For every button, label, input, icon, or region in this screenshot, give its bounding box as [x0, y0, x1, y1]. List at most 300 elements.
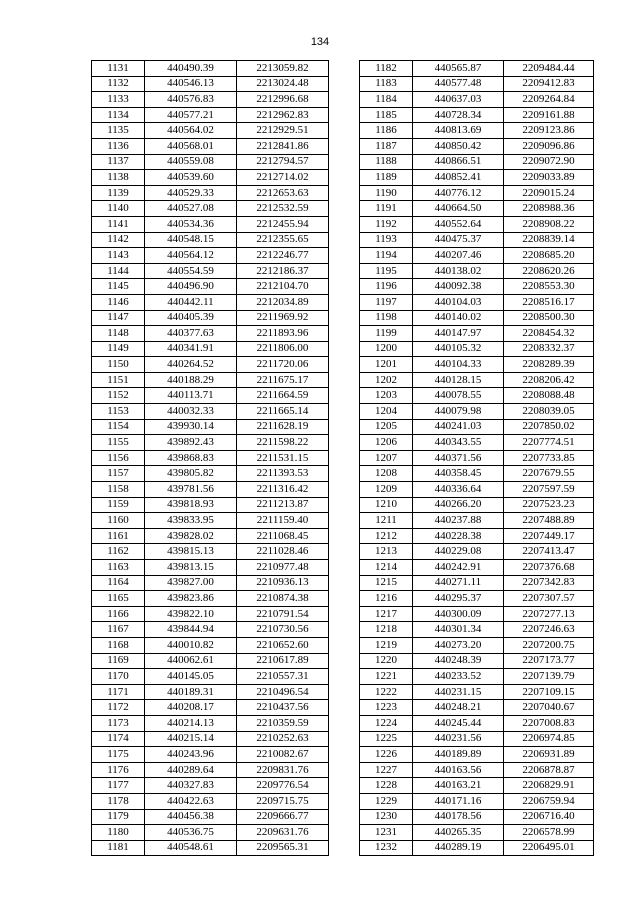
table-row — [360, 606, 594, 622]
x-coordinate-cell: 440289.19 — [413, 840, 504, 856]
x-coordinate-cell: 440079.98 — [413, 404, 504, 420]
y-coordinate-cell: 2208332.37 — [504, 341, 594, 357]
table-row — [360, 653, 594, 669]
table-row — [92, 497, 329, 513]
x-coordinate-cell: 440245.44 — [413, 715, 504, 731]
point-number-cell: 1165 — [92, 591, 145, 607]
x-coordinate-cell: 440140.02 — [413, 310, 504, 326]
table-row — [92, 216, 329, 232]
x-coordinate-cell: 440178.56 — [413, 809, 504, 825]
x-coordinate-cell: 440062.61 — [145, 653, 237, 669]
x-coordinate-cell: 440576.83 — [145, 92, 237, 108]
table-row — [360, 326, 594, 342]
y-coordinate-cell: 2208553.30 — [504, 279, 594, 295]
table-row — [360, 310, 594, 326]
y-coordinate-cell: 2210977.48 — [237, 560, 329, 576]
point-number-cell: 1170 — [92, 669, 145, 685]
y-coordinate-cell: 2207109.15 — [504, 684, 594, 700]
y-coordinate-cell: 2208289.39 — [504, 357, 594, 373]
table-row — [92, 185, 329, 201]
x-coordinate-cell: 440852.41 — [413, 170, 504, 186]
y-coordinate-cell: 2207173.77 — [504, 653, 594, 669]
x-coordinate-cell: 440343.55 — [413, 435, 504, 451]
point-number-cell: 1182 — [360, 61, 413, 77]
point-number-cell: 1159 — [92, 497, 145, 513]
x-coordinate-cell: 440554.59 — [145, 263, 237, 279]
point-number-cell: 1191 — [360, 201, 413, 217]
point-number-cell: 1184 — [360, 92, 413, 108]
table-row — [360, 263, 594, 279]
y-coordinate-cell: 2212186.37 — [237, 263, 329, 279]
point-number-cell: 1153 — [92, 404, 145, 420]
point-number-cell: 1189 — [360, 170, 413, 186]
point-number-cell: 1220 — [360, 653, 413, 669]
x-coordinate-cell: 440405.39 — [145, 310, 237, 326]
point-number-cell: 1155 — [92, 435, 145, 451]
point-number-cell: 1143 — [92, 248, 145, 264]
table-row — [92, 170, 329, 186]
y-coordinate-cell: 2208988.36 — [504, 201, 594, 217]
y-coordinate-cell: 2206878.87 — [504, 762, 594, 778]
x-coordinate-cell: 440475.37 — [413, 232, 504, 248]
y-coordinate-cell: 2209565.31 — [237, 840, 329, 856]
point-number-cell: 1194 — [360, 248, 413, 264]
point-number-cell: 1190 — [360, 185, 413, 201]
point-number-cell: 1154 — [92, 419, 145, 435]
point-number-cell: 1179 — [92, 809, 145, 825]
x-coordinate-cell: 440264.52 — [145, 357, 237, 373]
x-coordinate-cell: 440552.64 — [413, 216, 504, 232]
y-coordinate-cell: 2210252.63 — [237, 731, 329, 747]
point-number-cell: 1172 — [92, 700, 145, 716]
table-row — [360, 466, 594, 482]
y-coordinate-cell: 2209484.44 — [504, 61, 594, 77]
x-coordinate-cell: 440546.13 — [145, 76, 237, 92]
x-coordinate-cell: 440728.34 — [413, 107, 504, 123]
point-number-cell: 1212 — [360, 528, 413, 544]
table-row — [92, 544, 329, 560]
x-coordinate-cell: 440529.33 — [145, 185, 237, 201]
x-coordinate-cell: 440358.45 — [413, 466, 504, 482]
y-coordinate-cell: 2211393.53 — [237, 466, 329, 482]
y-coordinate-cell: 2212714.02 — [237, 170, 329, 186]
table-row — [92, 715, 329, 731]
y-coordinate-cell: 2210082.67 — [237, 747, 329, 763]
x-coordinate-cell: 439818.93 — [145, 497, 237, 513]
x-coordinate-cell: 440248.21 — [413, 700, 504, 716]
x-coordinate-cell: 440539.60 — [145, 170, 237, 186]
table-row — [360, 622, 594, 638]
y-coordinate-cell: 2212246.77 — [237, 248, 329, 264]
table-row — [360, 419, 594, 435]
y-coordinate-cell: 2207733.85 — [504, 450, 594, 466]
x-coordinate-cell: 439892.43 — [145, 435, 237, 451]
x-coordinate-cell: 440248.39 — [413, 653, 504, 669]
table-row — [360, 435, 594, 451]
table-row — [360, 216, 594, 232]
x-coordinate-cell: 440568.01 — [145, 138, 237, 154]
table-row — [92, 747, 329, 763]
x-coordinate-cell: 440548.15 — [145, 232, 237, 248]
table-row — [92, 248, 329, 264]
table-row — [92, 560, 329, 576]
x-coordinate-cell: 440078.55 — [413, 388, 504, 404]
point-number-cell: 1216 — [360, 591, 413, 607]
point-number-cell: 1171 — [92, 684, 145, 700]
table-row — [360, 747, 594, 763]
point-number-cell: 1135 — [92, 123, 145, 139]
y-coordinate-cell: 2206974.85 — [504, 731, 594, 747]
x-coordinate-cell: 440105.32 — [413, 341, 504, 357]
y-coordinate-cell: 2206716.40 — [504, 809, 594, 825]
point-number-cell: 1137 — [92, 154, 145, 170]
point-number-cell: 1197 — [360, 294, 413, 310]
table-row — [92, 700, 329, 716]
y-coordinate-cell: 2207342.83 — [504, 575, 594, 591]
point-number-cell: 1183 — [360, 76, 413, 92]
x-coordinate-cell: 440242.91 — [413, 560, 504, 576]
y-coordinate-cell: 2207246.63 — [504, 622, 594, 638]
y-coordinate-cell: 2208908.22 — [504, 216, 594, 232]
table-row — [92, 388, 329, 404]
table-row — [92, 450, 329, 466]
point-number-cell: 1160 — [92, 513, 145, 529]
point-number-cell: 1151 — [92, 372, 145, 388]
x-coordinate-cell: 439805.82 — [145, 466, 237, 482]
point-number-cell: 1228 — [360, 778, 413, 794]
x-coordinate-cell: 440266.20 — [413, 497, 504, 513]
x-coordinate-cell: 440092.38 — [413, 279, 504, 295]
y-coordinate-cell: 2206495.01 — [504, 840, 594, 856]
x-coordinate-cell: 440128.15 — [413, 372, 504, 388]
x-coordinate-cell: 440776.12 — [413, 185, 504, 201]
x-coordinate-cell: 439822.10 — [145, 606, 237, 622]
point-number-cell: 1164 — [92, 575, 145, 591]
table-row — [92, 76, 329, 92]
table-row — [92, 653, 329, 669]
y-coordinate-cell: 2212929.51 — [237, 123, 329, 139]
y-coordinate-cell: 2210730.56 — [237, 622, 329, 638]
table-row — [92, 825, 329, 841]
x-coordinate-cell: 440271.11 — [413, 575, 504, 591]
y-coordinate-cell: 2208088.48 — [504, 388, 594, 404]
x-coordinate-cell: 440371.56 — [413, 450, 504, 466]
table-row — [360, 357, 594, 373]
x-coordinate-cell: 439813.15 — [145, 560, 237, 576]
y-coordinate-cell: 2207774.51 — [504, 435, 594, 451]
x-coordinate-cell: 439828.02 — [145, 528, 237, 544]
table-row — [360, 544, 594, 560]
y-coordinate-cell: 2209096.86 — [504, 138, 594, 154]
page-number: 134 — [310, 36, 330, 48]
x-coordinate-cell: 440138.02 — [413, 263, 504, 279]
x-coordinate-cell: 440208.17 — [145, 700, 237, 716]
x-coordinate-cell: 440188.29 — [145, 372, 237, 388]
y-coordinate-cell: 2213024.48 — [237, 76, 329, 92]
table-row — [360, 684, 594, 700]
table-row — [360, 637, 594, 653]
table-row — [92, 61, 329, 77]
table-row — [92, 357, 329, 373]
table-row — [92, 232, 329, 248]
table-row — [360, 232, 594, 248]
y-coordinate-cell: 2208685.20 — [504, 248, 594, 264]
table-row — [360, 482, 594, 498]
table-row — [92, 419, 329, 435]
point-number-cell: 1202 — [360, 372, 413, 388]
point-number-cell: 1138 — [92, 170, 145, 186]
table-row — [360, 76, 594, 92]
x-coordinate-cell: 440163.56 — [413, 762, 504, 778]
x-coordinate-cell: 440273.20 — [413, 637, 504, 653]
x-coordinate-cell: 440456.38 — [145, 809, 237, 825]
x-coordinate-cell: 440813.69 — [413, 123, 504, 139]
table-row — [360, 450, 594, 466]
point-number-cell: 1218 — [360, 622, 413, 638]
y-coordinate-cell: 2206931.89 — [504, 747, 594, 763]
table-row — [360, 560, 594, 576]
table-row — [360, 107, 594, 123]
x-coordinate-cell: 440231.56 — [413, 731, 504, 747]
y-coordinate-cell: 2209776.54 — [237, 778, 329, 794]
table-row — [92, 154, 329, 170]
table-row — [360, 513, 594, 529]
point-number-cell: 1196 — [360, 279, 413, 295]
table-row — [92, 637, 329, 653]
coordinates-table-left — [91, 60, 329, 856]
x-coordinate-cell: 440336.64 — [413, 482, 504, 498]
table-row — [92, 622, 329, 638]
x-coordinate-cell: 440341.91 — [145, 341, 237, 357]
table-row — [92, 669, 329, 685]
table-row — [92, 279, 329, 295]
table-row — [360, 809, 594, 825]
point-number-cell: 1217 — [360, 606, 413, 622]
y-coordinate-cell: 2211159.40 — [237, 513, 329, 529]
point-number-cell: 1152 — [92, 388, 145, 404]
table-row — [360, 170, 594, 186]
point-number-cell: 1180 — [92, 825, 145, 841]
y-coordinate-cell: 2212841.86 — [237, 138, 329, 154]
point-number-cell: 1147 — [92, 310, 145, 326]
x-coordinate-cell: 440377.63 — [145, 326, 237, 342]
table-row — [360, 700, 594, 716]
x-coordinate-cell: 440300.09 — [413, 606, 504, 622]
x-coordinate-cell: 440565.87 — [413, 61, 504, 77]
y-coordinate-cell: 2208500.30 — [504, 310, 594, 326]
y-coordinate-cell: 2207488.89 — [504, 513, 594, 529]
x-coordinate-cell: 440214.13 — [145, 715, 237, 731]
x-coordinate-cell: 439823.86 — [145, 591, 237, 607]
table-row — [92, 107, 329, 123]
y-coordinate-cell: 2211531.15 — [237, 450, 329, 466]
point-number-cell: 1169 — [92, 653, 145, 669]
table-row — [92, 92, 329, 108]
y-coordinate-cell: 2208516.17 — [504, 294, 594, 310]
y-coordinate-cell: 2212794.57 — [237, 154, 329, 170]
table-row — [92, 294, 329, 310]
point-number-cell: 1149 — [92, 341, 145, 357]
x-coordinate-cell: 440637.03 — [413, 92, 504, 108]
table-row — [360, 528, 594, 544]
y-coordinate-cell: 2210652.60 — [237, 637, 329, 653]
y-coordinate-cell: 2212532.59 — [237, 201, 329, 217]
y-coordinate-cell: 2211598.22 — [237, 435, 329, 451]
point-number-cell: 1140 — [92, 201, 145, 217]
point-number-cell: 1213 — [360, 544, 413, 560]
point-number-cell: 1150 — [92, 357, 145, 373]
x-coordinate-cell: 440534.36 — [145, 216, 237, 232]
x-coordinate-cell: 440163.21 — [413, 778, 504, 794]
x-coordinate-cell: 440147.97 — [413, 326, 504, 342]
table-row — [92, 528, 329, 544]
x-coordinate-cell: 440301.34 — [413, 622, 504, 638]
x-coordinate-cell: 440237.88 — [413, 513, 504, 529]
x-coordinate-cell: 440496.90 — [145, 279, 237, 295]
y-coordinate-cell: 2208620.26 — [504, 263, 594, 279]
point-number-cell: 1156 — [92, 450, 145, 466]
y-coordinate-cell: 2210791.54 — [237, 606, 329, 622]
x-coordinate-cell: 440295.37 — [413, 591, 504, 607]
x-coordinate-cell: 440564.02 — [145, 123, 237, 139]
point-number-cell: 1162 — [92, 544, 145, 560]
table-row — [92, 466, 329, 482]
point-number-cell: 1222 — [360, 684, 413, 700]
x-coordinate-cell: 439833.95 — [145, 513, 237, 529]
x-coordinate-cell: 440527.08 — [145, 201, 237, 217]
y-coordinate-cell: 2212996.68 — [237, 92, 329, 108]
y-coordinate-cell: 2209161.88 — [504, 107, 594, 123]
point-number-cell: 1206 — [360, 435, 413, 451]
y-coordinate-cell: 2207597.59 — [504, 482, 594, 498]
y-coordinate-cell: 2209072.90 — [504, 154, 594, 170]
x-coordinate-cell: 440422.63 — [145, 793, 237, 809]
x-coordinate-cell: 440559.08 — [145, 154, 237, 170]
x-coordinate-cell: 440289.64 — [145, 762, 237, 778]
x-coordinate-cell: 440577.21 — [145, 107, 237, 123]
y-coordinate-cell: 2211720.06 — [237, 357, 329, 373]
point-number-cell: 1176 — [92, 762, 145, 778]
y-coordinate-cell: 2210557.31 — [237, 669, 329, 685]
table-row — [92, 731, 329, 747]
point-number-cell: 1136 — [92, 138, 145, 154]
table-row — [360, 372, 594, 388]
x-coordinate-cell: 440189.89 — [413, 747, 504, 763]
x-coordinate-cell: 440113.71 — [145, 388, 237, 404]
table-row — [360, 731, 594, 747]
table-row — [360, 201, 594, 217]
point-number-cell: 1173 — [92, 715, 145, 731]
x-coordinate-cell: 440215.14 — [145, 731, 237, 747]
table-row — [92, 310, 329, 326]
y-coordinate-cell: 2210496.54 — [237, 684, 329, 700]
y-coordinate-cell: 2211675.17 — [237, 372, 329, 388]
x-coordinate-cell: 440104.33 — [413, 357, 504, 373]
y-coordinate-cell: 2207307.57 — [504, 591, 594, 607]
table-row — [92, 840, 329, 856]
point-number-cell: 1158 — [92, 482, 145, 498]
x-coordinate-cell: 440145.05 — [145, 669, 237, 685]
table-row — [92, 575, 329, 591]
point-number-cell: 1204 — [360, 404, 413, 420]
point-number-cell: 1211 — [360, 513, 413, 529]
y-coordinate-cell: 2208039.05 — [504, 404, 594, 420]
coordinates-table-right — [359, 60, 594, 856]
y-coordinate-cell: 2207679.55 — [504, 466, 594, 482]
point-number-cell: 1131 — [92, 61, 145, 77]
y-coordinate-cell: 2211893.96 — [237, 326, 329, 342]
table-row — [360, 61, 594, 77]
table-row — [92, 809, 329, 825]
y-coordinate-cell: 2211665.14 — [237, 404, 329, 420]
point-number-cell: 1177 — [92, 778, 145, 794]
x-coordinate-cell: 440866.51 — [413, 154, 504, 170]
point-number-cell: 1188 — [360, 154, 413, 170]
table-row — [92, 201, 329, 217]
y-coordinate-cell: 2209715.75 — [237, 793, 329, 809]
x-coordinate-cell: 440231.15 — [413, 684, 504, 700]
y-coordinate-cell: 2209831.76 — [237, 762, 329, 778]
point-number-cell: 1142 — [92, 232, 145, 248]
point-number-cell: 1166 — [92, 606, 145, 622]
table-row — [92, 341, 329, 357]
x-coordinate-cell: 440104.03 — [413, 294, 504, 310]
x-coordinate-cell: 440010.82 — [145, 637, 237, 653]
table-row — [360, 154, 594, 170]
table-row — [360, 715, 594, 731]
point-number-cell: 1148 — [92, 326, 145, 342]
x-coordinate-cell: 440189.31 — [145, 684, 237, 700]
point-number-cell: 1168 — [92, 637, 145, 653]
y-coordinate-cell: 2209666.77 — [237, 809, 329, 825]
point-number-cell: 1141 — [92, 216, 145, 232]
y-coordinate-cell: 2211969.92 — [237, 310, 329, 326]
point-number-cell: 1163 — [92, 560, 145, 576]
point-number-cell: 1227 — [360, 762, 413, 778]
x-coordinate-cell: 439781.56 — [145, 482, 237, 498]
table-row — [360, 840, 594, 856]
table-row — [92, 762, 329, 778]
y-coordinate-cell: 2207008.83 — [504, 715, 594, 731]
y-coordinate-cell: 2212962.83 — [237, 107, 329, 123]
x-coordinate-cell: 440490.39 — [145, 61, 237, 77]
y-coordinate-cell: 2206759.94 — [504, 793, 594, 809]
point-number-cell: 1134 — [92, 107, 145, 123]
y-coordinate-cell: 2206829.91 — [504, 778, 594, 794]
point-number-cell: 1231 — [360, 825, 413, 841]
x-coordinate-cell: 440577.48 — [413, 76, 504, 92]
table-row — [92, 513, 329, 529]
y-coordinate-cell: 2210437.56 — [237, 700, 329, 716]
point-number-cell: 1203 — [360, 388, 413, 404]
x-coordinate-cell: 439930.14 — [145, 419, 237, 435]
point-number-cell: 1209 — [360, 482, 413, 498]
point-number-cell: 1208 — [360, 466, 413, 482]
point-number-cell: 1187 — [360, 138, 413, 154]
table-row — [92, 778, 329, 794]
x-coordinate-cell: 440327.83 — [145, 778, 237, 794]
table-row — [360, 778, 594, 794]
point-number-cell: 1225 — [360, 731, 413, 747]
y-coordinate-cell: 2212034.89 — [237, 294, 329, 310]
table-row — [92, 591, 329, 607]
y-coordinate-cell: 2211664.59 — [237, 388, 329, 404]
y-coordinate-cell: 2207413.47 — [504, 544, 594, 560]
table-row — [360, 123, 594, 139]
point-number-cell: 1199 — [360, 326, 413, 342]
table-row — [92, 263, 329, 279]
point-number-cell: 1230 — [360, 809, 413, 825]
